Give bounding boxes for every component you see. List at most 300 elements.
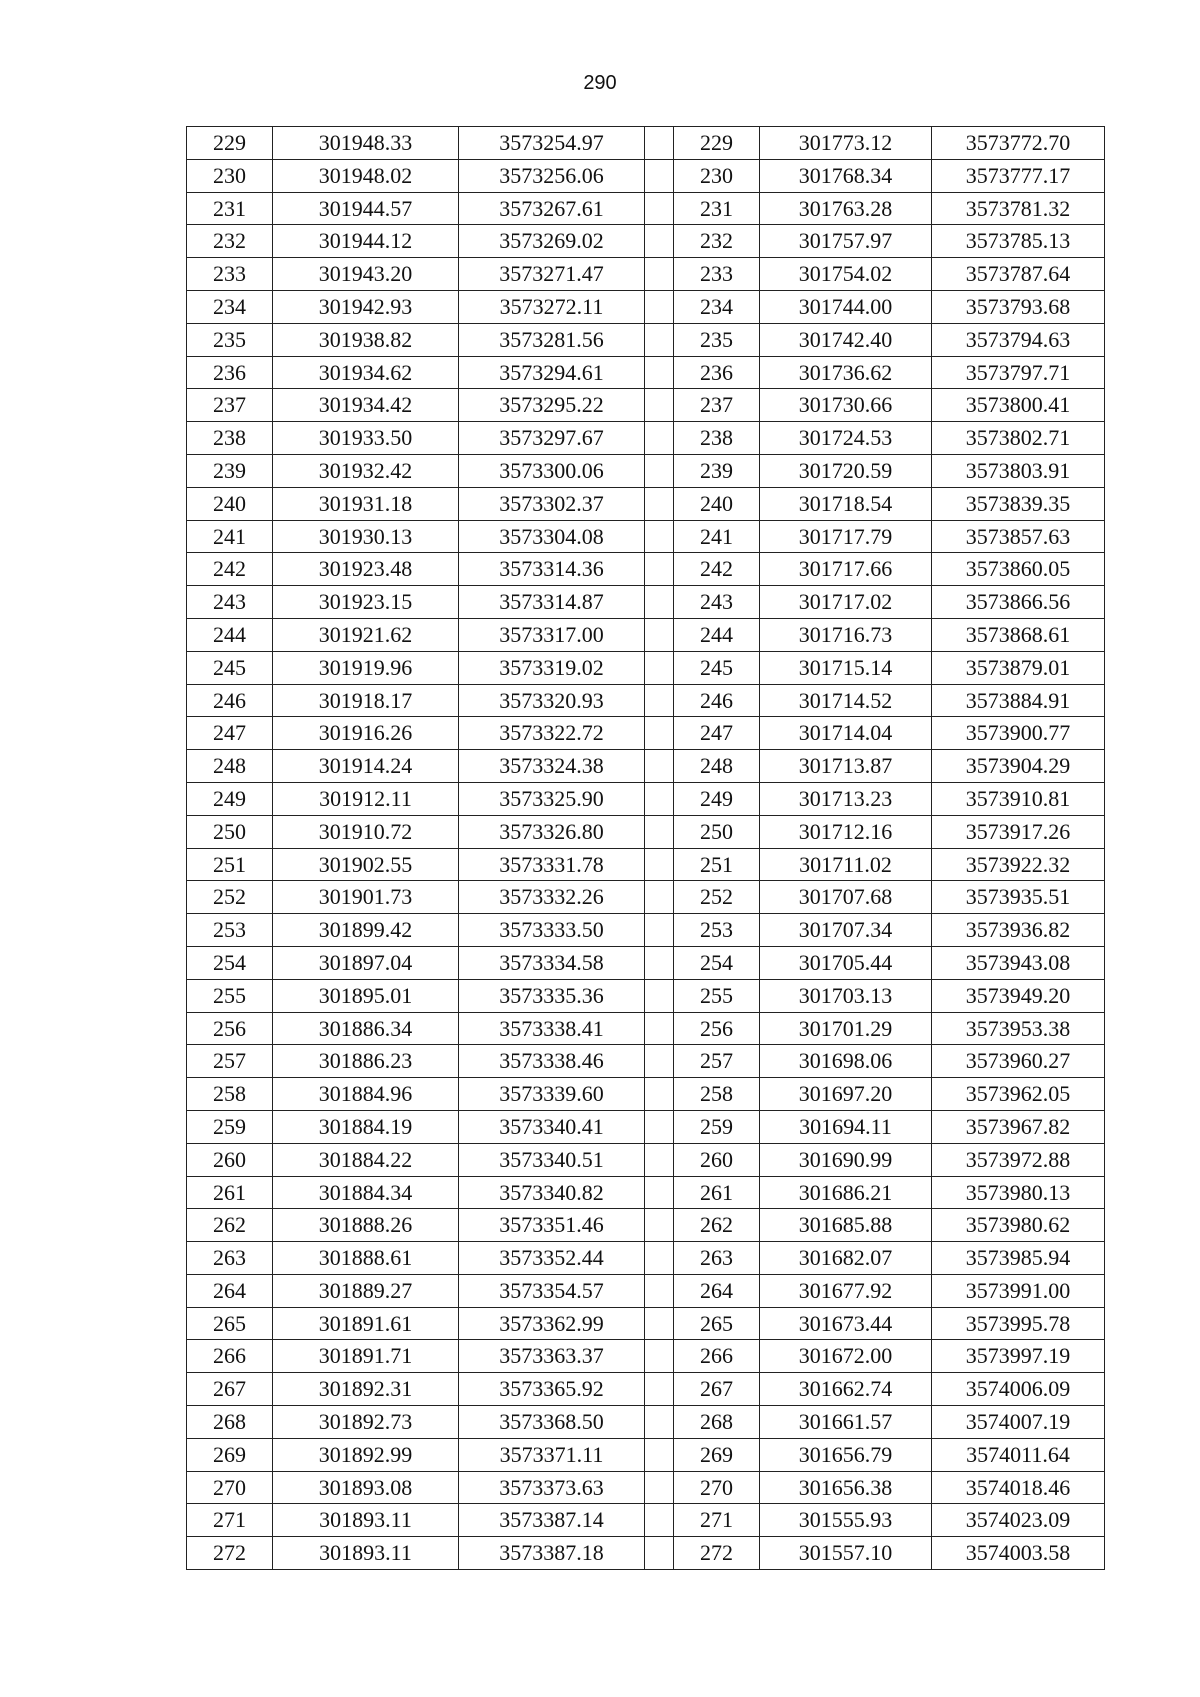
right-x-coordinate: 301703.13 <box>760 979 932 1012</box>
right-x-coordinate: 301707.68 <box>760 881 932 914</box>
right-y-coordinate: 3573904.29 <box>932 750 1105 783</box>
left-point-number: 253 <box>187 914 273 947</box>
left-x-coordinate: 301886.23 <box>273 1045 459 1078</box>
spacer-cell <box>645 946 674 979</box>
left-x-coordinate: 301944.12 <box>273 225 459 258</box>
spacer-cell <box>645 717 674 750</box>
left-x-coordinate: 301923.15 <box>273 586 459 619</box>
table-row <box>187 225 1105 258</box>
right-y-coordinate: 3573781.32 <box>932 192 1105 225</box>
left-y-coordinate: 3573332.26 <box>459 881 645 914</box>
right-y-coordinate: 3574003.58 <box>932 1537 1105 1570</box>
right-point-number: 254 <box>674 946 760 979</box>
left-point-number: 254 <box>187 946 273 979</box>
table-row <box>187 782 1105 815</box>
right-x-coordinate: 301662.74 <box>760 1373 932 1406</box>
left-y-coordinate: 3573363.37 <box>459 1340 645 1373</box>
spacer-cell <box>645 815 674 848</box>
right-y-coordinate: 3573922.32 <box>932 848 1105 881</box>
left-point-number: 249 <box>187 782 273 815</box>
left-y-coordinate: 3573371.11 <box>459 1438 645 1471</box>
right-x-coordinate: 301672.00 <box>760 1340 932 1373</box>
left-x-coordinate: 301893.11 <box>273 1537 459 1570</box>
left-y-coordinate: 3573314.87 <box>459 586 645 619</box>
spacer-cell <box>645 979 674 1012</box>
left-x-coordinate: 301934.62 <box>273 356 459 389</box>
table-row <box>187 422 1105 455</box>
right-x-coordinate: 301763.28 <box>760 192 932 225</box>
left-point-number: 256 <box>187 1012 273 1045</box>
left-point-number: 245 <box>187 651 273 684</box>
spacer-cell <box>645 1537 674 1570</box>
right-x-coordinate: 301677.92 <box>760 1274 932 1307</box>
left-y-coordinate: 3573325.90 <box>459 782 645 815</box>
left-y-coordinate: 3573324.38 <box>459 750 645 783</box>
left-x-coordinate: 301888.61 <box>273 1242 459 1275</box>
left-y-coordinate: 3573340.82 <box>459 1176 645 1209</box>
table-row <box>187 618 1105 651</box>
table-row <box>187 979 1105 1012</box>
left-x-coordinate: 301886.34 <box>273 1012 459 1045</box>
spacer-cell <box>645 848 674 881</box>
spacer-cell <box>645 1242 674 1275</box>
right-y-coordinate: 3573787.64 <box>932 258 1105 291</box>
left-point-number: 258 <box>187 1078 273 1111</box>
right-y-coordinate: 3573884.91 <box>932 684 1105 717</box>
table-row <box>187 1274 1105 1307</box>
left-y-coordinate: 3573338.41 <box>459 1012 645 1045</box>
spacer-cell <box>645 422 674 455</box>
right-point-number: 232 <box>674 225 760 258</box>
left-y-coordinate: 3573295.22 <box>459 389 645 422</box>
left-x-coordinate: 301884.96 <box>273 1078 459 1111</box>
left-x-coordinate: 301902.55 <box>273 848 459 881</box>
right-point-number: 268 <box>674 1406 760 1439</box>
right-point-number: 270 <box>674 1471 760 1504</box>
left-y-coordinate: 3573362.99 <box>459 1307 645 1340</box>
right-x-coordinate: 301714.52 <box>760 684 932 717</box>
left-x-coordinate: 301899.42 <box>273 914 459 947</box>
left-point-number: 236 <box>187 356 273 389</box>
right-x-coordinate: 301744.00 <box>760 290 932 323</box>
left-x-coordinate: 301921.62 <box>273 618 459 651</box>
right-point-number: 244 <box>674 618 760 651</box>
left-x-coordinate: 301934.42 <box>273 389 459 422</box>
left-x-coordinate: 301912.11 <box>273 782 459 815</box>
left-point-number: 270 <box>187 1471 273 1504</box>
right-x-coordinate: 301697.20 <box>760 1078 932 1111</box>
left-point-number: 262 <box>187 1209 273 1242</box>
table-row <box>187 684 1105 717</box>
table-row <box>187 192 1105 225</box>
right-point-number: 259 <box>674 1110 760 1143</box>
spacer-cell <box>645 1012 674 1045</box>
left-x-coordinate: 301948.33 <box>273 127 459 160</box>
right-x-coordinate: 301742.40 <box>760 323 932 356</box>
right-y-coordinate: 3573857.63 <box>932 520 1105 553</box>
left-y-coordinate: 3573314.36 <box>459 553 645 586</box>
left-y-coordinate: 3573335.36 <box>459 979 645 1012</box>
left-y-coordinate: 3573302.37 <box>459 487 645 520</box>
right-y-coordinate: 3573900.77 <box>932 717 1105 750</box>
left-x-coordinate: 301888.26 <box>273 1209 459 1242</box>
left-point-number: 230 <box>187 159 273 192</box>
right-point-number: 267 <box>674 1373 760 1406</box>
spacer-cell <box>645 323 674 356</box>
right-x-coordinate: 301661.57 <box>760 1406 932 1439</box>
spacer-cell <box>645 750 674 783</box>
table-row <box>187 1078 1105 1111</box>
spacer-cell <box>645 1110 674 1143</box>
spacer-cell <box>645 914 674 947</box>
table-row <box>187 389 1105 422</box>
left-x-coordinate: 301933.50 <box>273 422 459 455</box>
left-point-number: 240 <box>187 487 273 520</box>
right-x-coordinate: 301713.23 <box>760 782 932 815</box>
right-x-coordinate: 301768.34 <box>760 159 932 192</box>
left-point-number: 242 <box>187 553 273 586</box>
right-point-number: 271 <box>674 1504 760 1537</box>
spacer-cell <box>645 258 674 291</box>
right-point-number: 231 <box>674 192 760 225</box>
left-point-number: 261 <box>187 1176 273 1209</box>
right-x-coordinate: 301711.02 <box>760 848 932 881</box>
left-point-number: 243 <box>187 586 273 619</box>
right-y-coordinate: 3573962.05 <box>932 1078 1105 1111</box>
table-row <box>187 1504 1105 1537</box>
left-x-coordinate: 301932.42 <box>273 454 459 487</box>
right-y-coordinate: 3573985.94 <box>932 1242 1105 1275</box>
table-row <box>187 1537 1105 1570</box>
right-x-coordinate: 301656.38 <box>760 1471 932 1504</box>
right-x-coordinate: 301686.21 <box>760 1176 932 1209</box>
left-y-coordinate: 3573351.46 <box>459 1209 645 1242</box>
right-point-number: 261 <box>674 1176 760 1209</box>
table-row <box>187 127 1105 160</box>
table-row <box>187 487 1105 520</box>
right-y-coordinate: 3573967.82 <box>932 1110 1105 1143</box>
coordinates-table-body <box>187 127 1105 1570</box>
left-x-coordinate: 301893.11 <box>273 1504 459 1537</box>
left-x-coordinate: 301897.04 <box>273 946 459 979</box>
left-x-coordinate: 301919.96 <box>273 651 459 684</box>
left-x-coordinate: 301910.72 <box>273 815 459 848</box>
right-x-coordinate: 301714.04 <box>760 717 932 750</box>
table-row <box>187 520 1105 553</box>
right-point-number: 246 <box>674 684 760 717</box>
spacer-cell <box>645 159 674 192</box>
left-x-coordinate: 301892.73 <box>273 1406 459 1439</box>
left-point-number: 232 <box>187 225 273 258</box>
right-y-coordinate: 3573777.17 <box>932 159 1105 192</box>
right-point-number: 249 <box>674 782 760 815</box>
spacer-cell <box>645 356 674 389</box>
table-row <box>187 356 1105 389</box>
left-point-number: 233 <box>187 258 273 291</box>
spacer-cell <box>645 127 674 160</box>
left-point-number: 237 <box>187 389 273 422</box>
right-x-coordinate: 301694.11 <box>760 1110 932 1143</box>
right-y-coordinate: 3574018.46 <box>932 1471 1105 1504</box>
left-point-number: 272 <box>187 1537 273 1570</box>
right-x-coordinate: 301757.97 <box>760 225 932 258</box>
spacer-cell <box>645 1340 674 1373</box>
left-point-number: 247 <box>187 717 273 750</box>
table-row <box>187 1143 1105 1176</box>
left-point-number: 267 <box>187 1373 273 1406</box>
spacer-cell <box>645 454 674 487</box>
left-y-coordinate: 3573368.50 <box>459 1406 645 1439</box>
spacer-cell <box>645 1307 674 1340</box>
left-point-number: 241 <box>187 520 273 553</box>
left-y-coordinate: 3573387.18 <box>459 1537 645 1570</box>
right-point-number: 234 <box>674 290 760 323</box>
right-y-coordinate: 3574023.09 <box>932 1504 1105 1537</box>
right-y-coordinate: 3574011.64 <box>932 1438 1105 1471</box>
left-x-coordinate: 301918.17 <box>273 684 459 717</box>
left-y-coordinate: 3573322.72 <box>459 717 645 750</box>
left-y-coordinate: 3573333.50 <box>459 914 645 947</box>
right-y-coordinate: 3573800.41 <box>932 389 1105 422</box>
right-point-number: 243 <box>674 586 760 619</box>
left-point-number: 266 <box>187 1340 273 1373</box>
left-y-coordinate: 3573300.06 <box>459 454 645 487</box>
table-row <box>187 1045 1105 1078</box>
table-row <box>187 1209 1105 1242</box>
left-point-number: 271 <box>187 1504 273 1537</box>
left-x-coordinate: 301942.93 <box>273 290 459 323</box>
right-y-coordinate: 3573917.26 <box>932 815 1105 848</box>
spacer-cell <box>645 1471 674 1504</box>
spacer-cell <box>645 290 674 323</box>
page-number: 290 <box>583 72 617 94</box>
left-x-coordinate: 301914.24 <box>273 750 459 783</box>
right-point-number: 255 <box>674 979 760 1012</box>
table-row <box>187 159 1105 192</box>
right-point-number: 248 <box>674 750 760 783</box>
right-y-coordinate: 3573793.68 <box>932 290 1105 323</box>
spacer-cell <box>645 1209 674 1242</box>
right-point-number: 250 <box>674 815 760 848</box>
right-point-number: 264 <box>674 1274 760 1307</box>
left-x-coordinate: 301948.02 <box>273 159 459 192</box>
table-row <box>187 258 1105 291</box>
left-point-number: 260 <box>187 1143 273 1176</box>
right-point-number: 241 <box>674 520 760 553</box>
spacer-cell <box>645 487 674 520</box>
left-x-coordinate: 301923.48 <box>273 553 459 586</box>
right-point-number: 253 <box>674 914 760 947</box>
spacer-cell <box>645 684 674 717</box>
left-y-coordinate: 3573254.97 <box>459 127 645 160</box>
left-x-coordinate: 301892.31 <box>273 1373 459 1406</box>
right-y-coordinate: 3573943.08 <box>932 946 1105 979</box>
coordinates-table <box>186 126 1105 1570</box>
left-y-coordinate: 3573339.60 <box>459 1078 645 1111</box>
right-y-coordinate: 3574006.09 <box>932 1373 1105 1406</box>
right-y-coordinate: 3573803.91 <box>932 454 1105 487</box>
right-x-coordinate: 301685.88 <box>760 1209 932 1242</box>
spacer-cell <box>645 192 674 225</box>
table-row <box>187 1438 1105 1471</box>
right-y-coordinate: 3573910.81 <box>932 782 1105 815</box>
right-y-coordinate: 3573802.71 <box>932 422 1105 455</box>
right-y-coordinate: 3573936.82 <box>932 914 1105 947</box>
table-row <box>187 946 1105 979</box>
left-point-number: 231 <box>187 192 273 225</box>
left-y-coordinate: 3573354.57 <box>459 1274 645 1307</box>
right-x-coordinate: 301715.14 <box>760 651 932 684</box>
right-y-coordinate: 3573794.63 <box>932 323 1105 356</box>
table-row <box>187 586 1105 619</box>
right-x-coordinate: 301712.16 <box>760 815 932 848</box>
right-point-number: 258 <box>674 1078 760 1111</box>
spacer-cell <box>645 881 674 914</box>
left-point-number: 252 <box>187 881 273 914</box>
right-point-number: 266 <box>674 1340 760 1373</box>
right-x-coordinate: 301754.02 <box>760 258 932 291</box>
left-y-coordinate: 3573269.02 <box>459 225 645 258</box>
spacer-cell <box>645 1143 674 1176</box>
right-x-coordinate: 301673.44 <box>760 1307 932 1340</box>
right-x-coordinate: 301690.99 <box>760 1143 932 1176</box>
right-x-coordinate: 301718.54 <box>760 487 932 520</box>
right-y-coordinate: 3573868.61 <box>932 618 1105 651</box>
left-y-coordinate: 3573297.67 <box>459 422 645 455</box>
table-row <box>187 914 1105 947</box>
right-point-number: 262 <box>674 1209 760 1242</box>
right-point-number: 245 <box>674 651 760 684</box>
spacer-cell <box>645 1406 674 1439</box>
left-x-coordinate: 301901.73 <box>273 881 459 914</box>
left-x-coordinate: 301895.01 <box>273 979 459 1012</box>
left-x-coordinate: 301884.22 <box>273 1143 459 1176</box>
left-point-number: 263 <box>187 1242 273 1275</box>
spacer-cell <box>645 520 674 553</box>
left-point-number: 259 <box>187 1110 273 1143</box>
left-y-coordinate: 3573331.78 <box>459 848 645 881</box>
left-y-coordinate: 3573352.44 <box>459 1242 645 1275</box>
left-point-number: 234 <box>187 290 273 323</box>
left-point-number: 248 <box>187 750 273 783</box>
left-y-coordinate: 3573319.02 <box>459 651 645 684</box>
spacer-cell <box>645 1373 674 1406</box>
right-point-number: 229 <box>674 127 760 160</box>
right-x-coordinate: 301720.59 <box>760 454 932 487</box>
left-y-coordinate: 3573256.06 <box>459 159 645 192</box>
left-y-coordinate: 3573365.92 <box>459 1373 645 1406</box>
spacer-cell <box>645 389 674 422</box>
right-point-number: 265 <box>674 1307 760 1340</box>
spacer-cell <box>645 1045 674 1078</box>
left-x-coordinate: 301893.08 <box>273 1471 459 1504</box>
right-point-number: 260 <box>674 1143 760 1176</box>
right-y-coordinate: 3573772.70 <box>932 127 1105 160</box>
right-x-coordinate: 301555.93 <box>760 1504 932 1537</box>
right-point-number: 247 <box>674 717 760 750</box>
left-point-number: 251 <box>187 848 273 881</box>
right-point-number: 237 <box>674 389 760 422</box>
right-y-coordinate: 3573995.78 <box>932 1307 1105 1340</box>
table-row <box>187 1012 1105 1045</box>
right-y-coordinate: 3573949.20 <box>932 979 1105 1012</box>
left-y-coordinate: 3573334.58 <box>459 946 645 979</box>
left-x-coordinate: 301884.34 <box>273 1176 459 1209</box>
right-x-coordinate: 301656.79 <box>760 1438 932 1471</box>
right-point-number: 256 <box>674 1012 760 1045</box>
table-row <box>187 1471 1105 1504</box>
left-x-coordinate: 301884.19 <box>273 1110 459 1143</box>
spacer-cell <box>645 225 674 258</box>
table-row <box>187 881 1105 914</box>
left-y-coordinate: 3573272.11 <box>459 290 645 323</box>
right-point-number: 269 <box>674 1438 760 1471</box>
right-x-coordinate: 301713.87 <box>760 750 932 783</box>
table-row <box>187 1340 1105 1373</box>
left-y-coordinate: 3573326.80 <box>459 815 645 848</box>
right-y-coordinate: 3573785.13 <box>932 225 1105 258</box>
right-x-coordinate: 301682.07 <box>760 1242 932 1275</box>
right-point-number: 257 <box>674 1045 760 1078</box>
table-row <box>187 815 1105 848</box>
left-y-coordinate: 3573317.00 <box>459 618 645 651</box>
right-y-coordinate: 3573960.27 <box>932 1045 1105 1078</box>
left-y-coordinate: 3573320.93 <box>459 684 645 717</box>
table-row <box>187 323 1105 356</box>
right-y-coordinate: 3573797.71 <box>932 356 1105 389</box>
right-point-number: 236 <box>674 356 760 389</box>
right-point-number: 263 <box>674 1242 760 1275</box>
spacer-cell <box>645 586 674 619</box>
left-x-coordinate: 301944.57 <box>273 192 459 225</box>
right-x-coordinate: 301717.79 <box>760 520 932 553</box>
left-x-coordinate: 301943.20 <box>273 258 459 291</box>
right-point-number: 252 <box>674 881 760 914</box>
table-row <box>187 553 1105 586</box>
right-point-number: 233 <box>674 258 760 291</box>
left-x-coordinate: 301916.26 <box>273 717 459 750</box>
right-y-coordinate: 3573991.00 <box>932 1274 1105 1307</box>
right-x-coordinate: 301736.62 <box>760 356 932 389</box>
left-x-coordinate: 301938.82 <box>273 323 459 356</box>
right-y-coordinate: 3573935.51 <box>932 881 1105 914</box>
right-x-coordinate: 301557.10 <box>760 1537 932 1570</box>
right-x-coordinate: 301730.66 <box>760 389 932 422</box>
left-point-number: 246 <box>187 684 273 717</box>
right-y-coordinate: 3573866.56 <box>932 586 1105 619</box>
left-y-coordinate: 3573271.47 <box>459 258 645 291</box>
left-y-coordinate: 3573281.56 <box>459 323 645 356</box>
spacer-cell <box>645 1176 674 1209</box>
left-point-number: 239 <box>187 454 273 487</box>
right-y-coordinate: 3573997.19 <box>932 1340 1105 1373</box>
table-row <box>187 1406 1105 1439</box>
table-row <box>187 717 1105 750</box>
left-y-coordinate: 3573294.61 <box>459 356 645 389</box>
left-y-coordinate: 3573267.61 <box>459 192 645 225</box>
right-y-coordinate: 3573980.13 <box>932 1176 1105 1209</box>
left-y-coordinate: 3573338.46 <box>459 1045 645 1078</box>
right-point-number: 239 <box>674 454 760 487</box>
spacer-cell <box>645 618 674 651</box>
left-x-coordinate: 301931.18 <box>273 487 459 520</box>
left-point-number: 257 <box>187 1045 273 1078</box>
left-x-coordinate: 301891.61 <box>273 1307 459 1340</box>
table-row <box>187 848 1105 881</box>
right-x-coordinate: 301717.02 <box>760 586 932 619</box>
right-x-coordinate: 301724.53 <box>760 422 932 455</box>
right-point-number: 272 <box>674 1537 760 1570</box>
